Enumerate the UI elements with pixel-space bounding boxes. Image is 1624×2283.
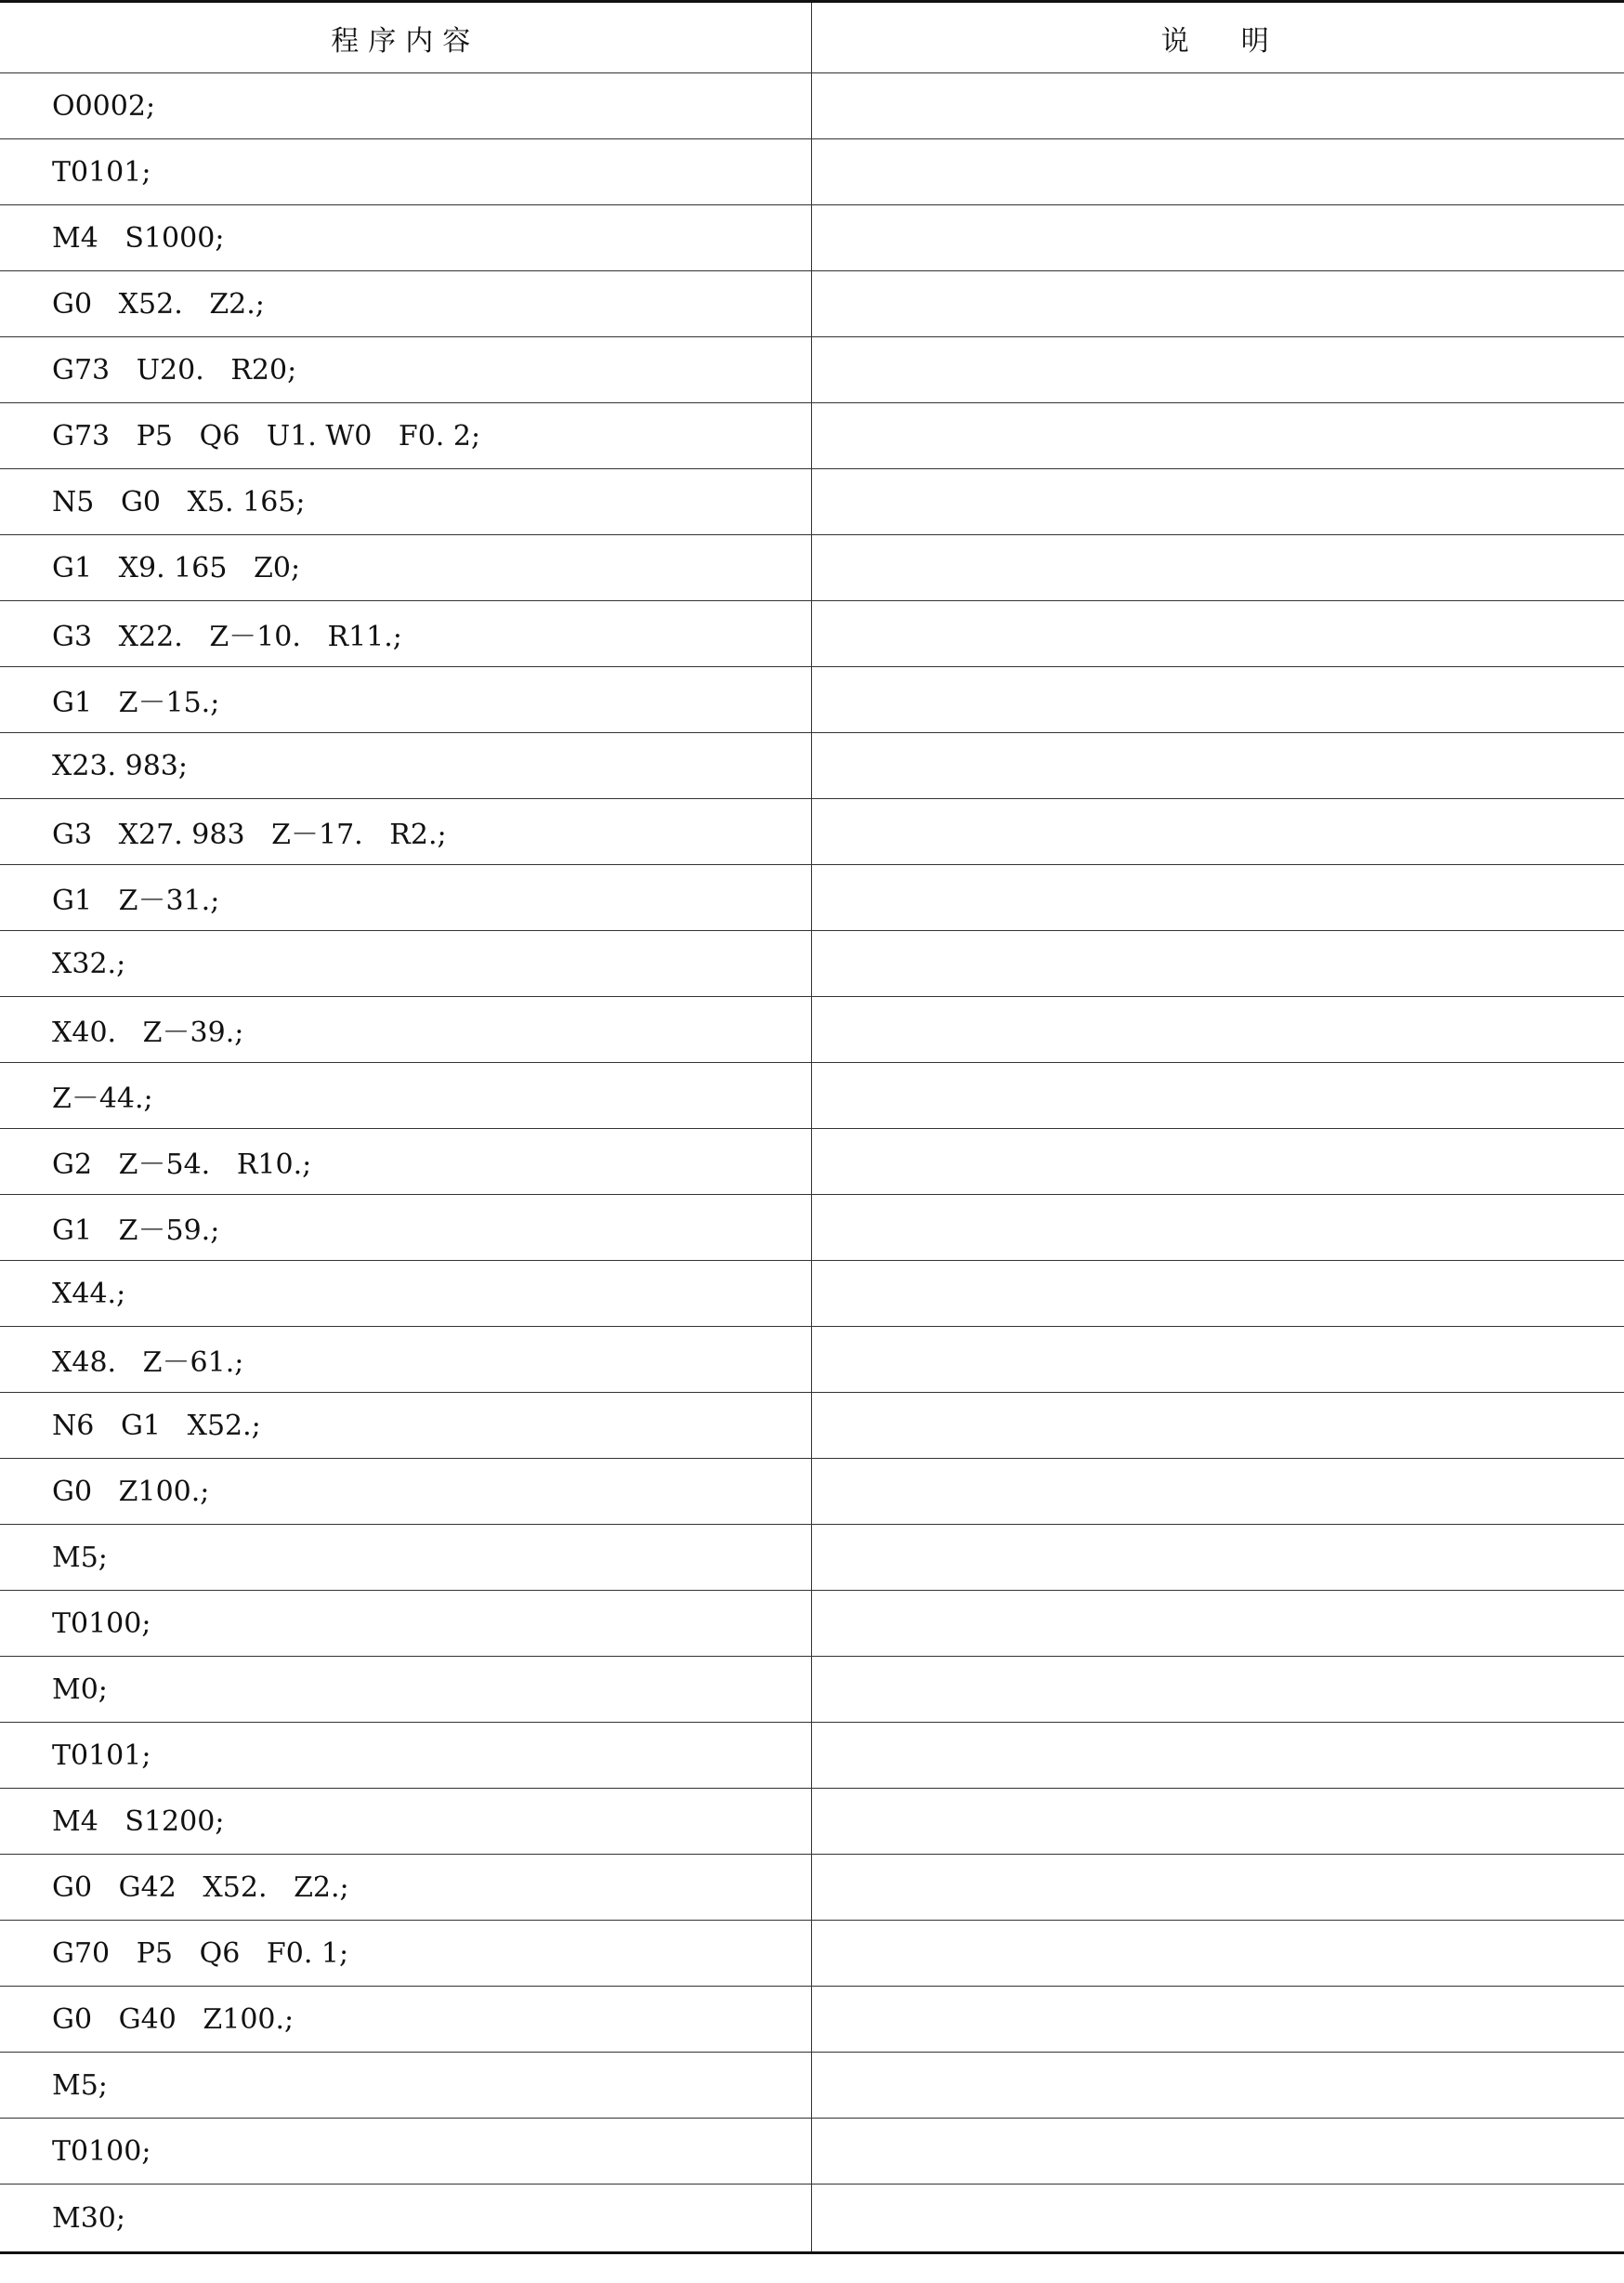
table-row — [0, 865, 1624, 931]
program-line-cell: G0 Z100.; — [0, 1459, 811, 1525]
explanation-cell — [811, 1459, 1624, 1525]
explanation-cell — [811, 799, 1624, 865]
explanation-cell — [811, 1195, 1624, 1261]
program-line-cell: O0002; — [0, 73, 811, 139]
explanation-cell — [811, 1261, 1624, 1327]
table-row — [0, 403, 1624, 469]
program-line-cell: M0; — [0, 1657, 811, 1723]
explanation-cell — [811, 1393, 1624, 1459]
header-explanation: 说明 — [811, 2, 1624, 73]
table-row — [0, 1327, 1624, 1393]
program-line-cell: G1 Z－15.; — [0, 667, 811, 733]
table-row — [0, 931, 1624, 997]
explanation-cell — [811, 271, 1624, 337]
explanation-cell — [811, 1723, 1624, 1789]
program-line-cell: M4 S1200; — [0, 1789, 811, 1855]
explanation-cell — [811, 2053, 1624, 2119]
table-row — [0, 733, 1624, 799]
program-line-cell: G1 Z－31.; — [0, 865, 811, 931]
table-row — [0, 1063, 1624, 1129]
explanation-cell — [811, 1129, 1624, 1195]
table-row — [0, 2185, 1624, 2253]
program-line-cell: M5; — [0, 2053, 811, 2119]
explanation-cell — [811, 1063, 1624, 1129]
explanation-cell — [811, 1855, 1624, 1921]
program-line-cell: T0101; — [0, 1723, 811, 1789]
table-header-row — [0, 2, 1624, 73]
explanation-cell — [811, 535, 1624, 601]
program-line-cell: G3 X22. Z－10. R11.; — [0, 601, 811, 667]
program-line-cell: G0 X52. Z2.; — [0, 271, 811, 337]
table-row — [0, 1129, 1624, 1195]
table-row — [0, 1789, 1624, 1855]
explanation-cell — [811, 1921, 1624, 1987]
program-line-cell: G0 G40 Z100.; — [0, 1987, 811, 2053]
table-row — [0, 337, 1624, 403]
table-row — [0, 1459, 1624, 1525]
explanation-cell — [811, 1327, 1624, 1393]
table-row — [0, 469, 1624, 535]
table-row — [0, 1921, 1624, 1987]
program-line-cell: G2 Z－54. R10.; — [0, 1129, 811, 1195]
table-row — [0, 1261, 1624, 1327]
table-row — [0, 1657, 1624, 1723]
program-line-cell: G0 G42 X52. Z2.; — [0, 1855, 811, 1921]
explanation-cell — [811, 2119, 1624, 2185]
table-row — [0, 2053, 1624, 2119]
table-row — [0, 535, 1624, 601]
explanation-cell — [811, 403, 1624, 469]
explanation-cell — [811, 337, 1624, 403]
table-row — [0, 799, 1624, 865]
table-row — [0, 1855, 1624, 1921]
table-row — [0, 667, 1624, 733]
program-line-cell: X44.; — [0, 1261, 811, 1327]
table-row — [0, 1723, 1624, 1789]
program-line-cell: N5 G0 X5. 165; — [0, 469, 811, 535]
table-row — [0, 73, 1624, 139]
table-row — [0, 205, 1624, 271]
program-line-cell: G1 Z－59.; — [0, 1195, 811, 1261]
explanation-cell — [811, 733, 1624, 799]
explanation-cell — [811, 469, 1624, 535]
program-line-cell: T0101; — [0, 139, 811, 205]
program-line-cell: M5; — [0, 1525, 811, 1591]
program-line-cell: X40. Z－39.; — [0, 997, 811, 1063]
table-row — [0, 2119, 1624, 2185]
explanation-cell — [811, 1657, 1624, 1723]
program-line-cell: M4 S1000; — [0, 205, 811, 271]
table-row — [0, 601, 1624, 667]
program-line-cell: N6 G1 X52.; — [0, 1393, 811, 1459]
program-line-cell: X48. Z－61.; — [0, 1327, 811, 1393]
table-row — [0, 1195, 1624, 1261]
program-line-cell: M30; — [0, 2185, 811, 2253]
program-line-cell: G3 X27. 983 Z－17. R2.; — [0, 799, 811, 865]
explanation-cell — [811, 931, 1624, 997]
table-row — [0, 1393, 1624, 1459]
program-line-cell: X32.; — [0, 931, 811, 997]
table-row — [0, 139, 1624, 205]
table-row — [0, 271, 1624, 337]
explanation-cell — [811, 1987, 1624, 2053]
explanation-cell — [811, 205, 1624, 271]
table-body — [0, 73, 1624, 2253]
explanation-cell — [811, 601, 1624, 667]
program-line-cell: G73 P5 Q6 U1. W0 F0. 2; — [0, 403, 811, 469]
explanation-cell — [811, 73, 1624, 139]
program-line-cell: T0100; — [0, 2119, 811, 2185]
program-line-cell: X23. 983; — [0, 733, 811, 799]
table-row — [0, 1525, 1624, 1591]
explanation-cell — [811, 1789, 1624, 1855]
program-line-cell: G1 X9. 165 Z0; — [0, 535, 811, 601]
table-row — [0, 1987, 1624, 2053]
header-program-content: 程序内容 — [0, 2, 811, 73]
explanation-cell — [811, 667, 1624, 733]
explanation-cell — [811, 997, 1624, 1063]
program-line-cell: G70 P5 Q6 F0. 1; — [0, 1921, 811, 1987]
explanation-cell — [811, 2185, 1624, 2253]
explanation-cell — [811, 865, 1624, 931]
program-line-cell: T0100; — [0, 1591, 811, 1657]
explanation-cell — [811, 1525, 1624, 1591]
program-line-cell: G73 U20. R20; — [0, 337, 811, 403]
program-line-cell: Z－44.; — [0, 1063, 811, 1129]
table-row — [0, 1591, 1624, 1657]
table-row — [0, 997, 1624, 1063]
explanation-cell — [811, 139, 1624, 205]
explanation-cell — [811, 1591, 1624, 1657]
